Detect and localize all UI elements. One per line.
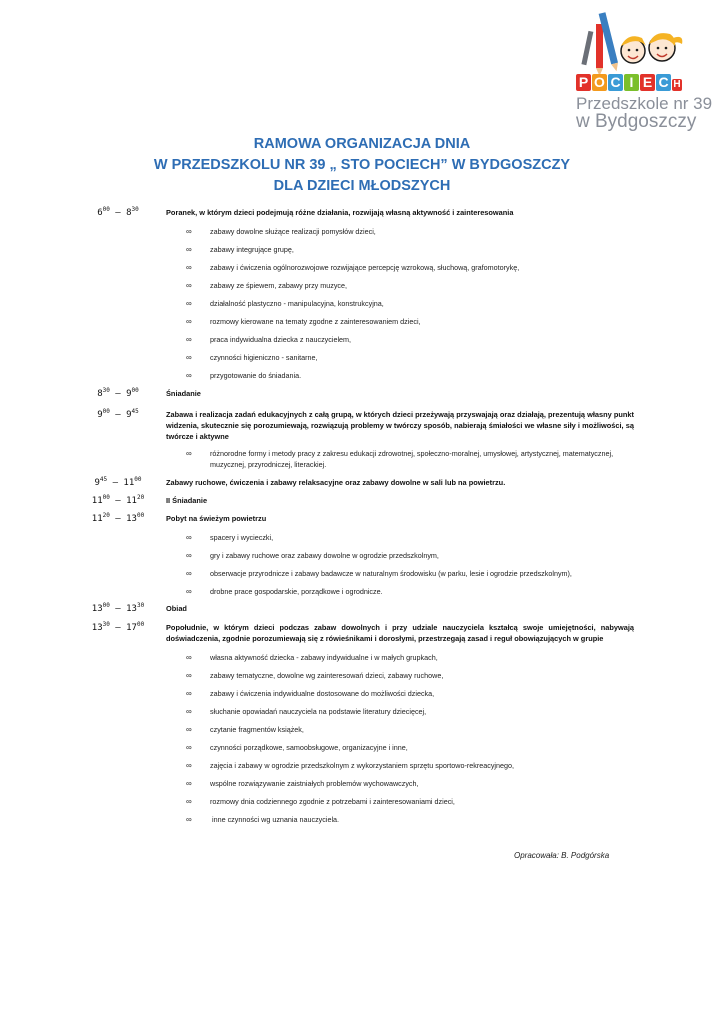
time-range: $8^{30} - 9^{00}$	[97, 387, 139, 399]
logo-letter: C	[608, 74, 623, 91]
time-range: $9^{45} - 11^{00}$	[94, 476, 142, 488]
infinity-bullet-icon: ∞	[186, 743, 192, 752]
infinity-bullet-icon: ∞	[186, 533, 192, 542]
page-title-line2: W PRZEDSZKOLU NR 39 „ STO POCIECH” W BYDGOSZCZY	[153, 157, 571, 173]
infinity-bullet-icon: ∞	[186, 707, 192, 716]
schedule-heading: Zabawy ruchowe, ćwiczenia i zabawy relaksacyjne oraz zabawy dowolne w sali lub na powietrzu.	[166, 478, 506, 487]
infinity-bullet-icon: ∞	[186, 761, 192, 770]
schedule-heading: Poranek, w którym dzieci podejmują różne działania, rozwijają własną aktywność i zainteresowania	[166, 208, 514, 217]
infinity-bullet-icon: ∞	[186, 551, 192, 560]
time-range: $6^{00} - 8^{30}$	[97, 206, 139, 218]
pencil-red	[596, 24, 603, 68]
infinity-bullet-icon: ∞	[186, 281, 192, 290]
infinity-bullet-icon: ∞	[186, 449, 192, 458]
infinity-bullet-icon: ∞	[186, 815, 192, 824]
time-range: $13^{30} - 17^{00}$	[91, 621, 145, 633]
logo-wordmark	[576, 74, 682, 91]
logo-graphic	[570, 8, 712, 78]
schedule-heading: Zabawa i realizacja zadań edukacyjnych z całą grupą, w których dzieci przeżywają przyswajają oraz działają, prezentują własny punkt widzenia, skutecznie się porozumiewają, rozwiązują problemy w twórczy sposób, nabierają śmiałości we własne siły i możliwości, są twórcze i aktywne	[166, 410, 634, 441]
infinity-bullet-icon: ∞	[186, 587, 192, 596]
infinity-bullet-icon: ∞	[186, 569, 192, 578]
infinity-bullet-icon: ∞	[186, 689, 192, 698]
schedule-heading: Śniadanie	[166, 389, 201, 398]
time-range: $11^{00} - 11^{20}$	[91, 494, 145, 506]
pencil-gray	[581, 31, 593, 65]
page-title-line1: RAMOWA ORGANIZACJA DNIA	[253, 136, 471, 152]
infinity-bullet-icon: ∞	[186, 335, 192, 344]
infinity-bullet-icon: ∞	[186, 227, 192, 236]
logo-letter: I	[624, 74, 639, 91]
infinity-bullet-icon: ∞	[186, 371, 192, 380]
author-signature: Opracowała: B. Podgórska	[514, 851, 610, 860]
infinity-bullet-icon: ∞	[186, 779, 192, 788]
infinity-bullet-icon: ∞	[186, 725, 192, 734]
logo	[570, 8, 713, 132]
infinity-bullet-icon: ∞	[186, 317, 192, 326]
time-range: $13^{00} - 13^{30}$	[91, 602, 145, 614]
schedule-heading: Obiad	[166, 604, 187, 613]
logo-letter: C	[656, 74, 671, 91]
logo-letter: P	[576, 74, 591, 91]
infinity-bullet-icon: ∞	[186, 671, 192, 680]
infinity-bullet-icon: ∞	[186, 263, 192, 272]
infinity-bullet-icon: ∞	[186, 353, 192, 362]
schedule-heading: II Śniadanie	[166, 496, 208, 505]
page-title-line3: DLA DZIECI MŁODSZYCH	[273, 178, 451, 194]
schedule-heading: Pobyt na świeżym powietrzu	[166, 514, 267, 523]
infinity-bullet-icon: ∞	[186, 797, 192, 806]
infinity-bullet-icon: ∞	[186, 245, 192, 254]
time-range: $11^{20} - 13^{00}$	[91, 512, 145, 524]
time-range: $9^{00} - 9^{45}$	[97, 408, 139, 420]
logo-city: w Bydgoszczy	[576, 111, 697, 132]
logo-school-name: Przedszkole nr 39	[576, 94, 713, 113]
infinity-bullet-icon: ∞	[186, 653, 192, 662]
logo-letter: O	[592, 74, 607, 91]
logo-letter: E	[640, 74, 655, 91]
infinity-bullet-icon: ∞	[186, 299, 192, 308]
logo-letter: H	[673, 79, 681, 90]
schedule-heading: Popołudnie, w którym dzieci podczas zabaw dowolnych i przy udziale nauczyciela kształcą swoje umiejętności, nabywają doświadczenia, zgodnie porozumiewają się z rówieśnikami i dorosłymi, przestrzegają zasad i reguł obowiązujących w grupie	[166, 623, 634, 643]
